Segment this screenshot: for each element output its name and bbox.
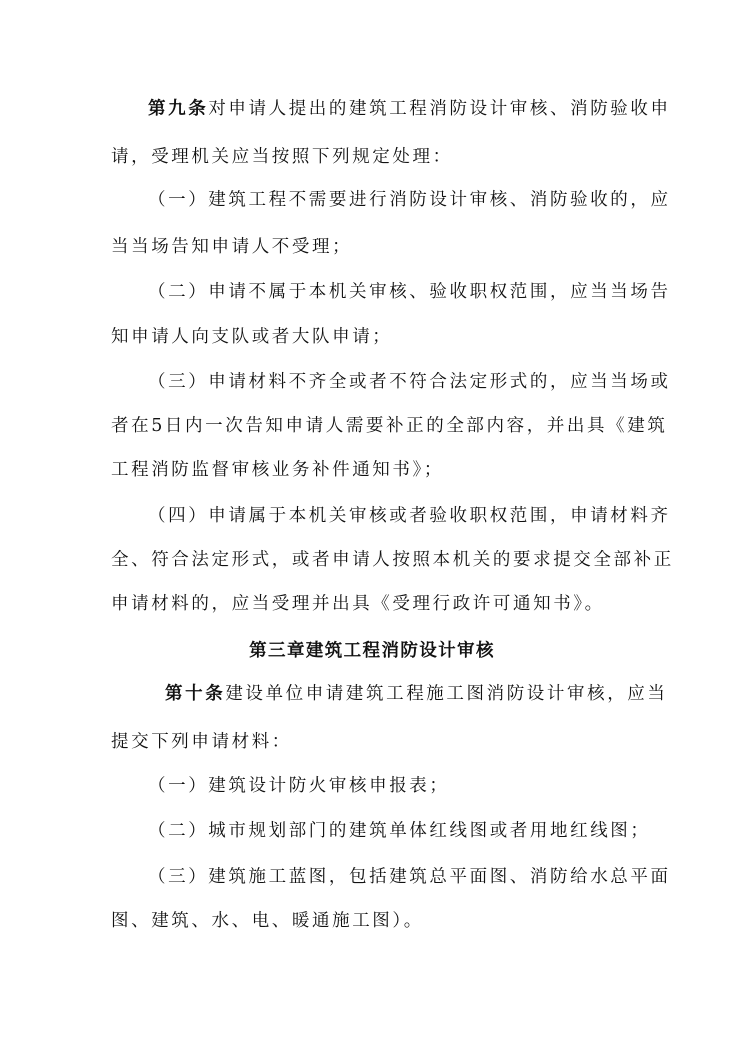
article-10-first-line [165,682,668,706]
article-9-label: 第九条 [148,99,209,119]
chapter-3-title: 第三章建筑工程消防设计审核 [249,641,495,661]
item-9-1-line-1: （一）建筑工程不需要进行消防设计审核、消防验收的，应 [148,190,671,210]
item-10-3-line-1: （三）建筑施工蓝图，包括建筑总平面图、消防给水总平面 [148,867,671,887]
item-9-3-line-3: 工程消防监督审核业务补件通知书》； [111,460,444,480]
item-9-3-line-2: 者在5日内一次告知申请人需要补正的全部内容，并出具《建筑 [111,416,668,436]
article-10-label: 第十条 [165,684,226,704]
item-9-4-line-3: 申请材料的，应当受理并出具《受理行政许可通知书》。 [111,594,605,614]
item-9-2-line-1: （二）申请不属于本机关审核、验收职权范围，应当当场告 [148,282,671,302]
item-9-3-line-1: （三）申请材料不齐全或者不符合法定形式的，应当当场或 [148,372,671,392]
item-10-3-line-2: 图、建筑、水、电、暖通施工图）。 [111,911,424,931]
article-9-text-line-1: 对申请人提出的建筑工程消防设计审核、消防验收申 [208,99,671,119]
article-9-first-line [148,97,671,121]
article-10-text-line-1: 建设单位申请建筑工程施工图消防设计审核，应当 [225,684,668,704]
article-10-text-line-2: 提交下列申请材料： [111,732,292,752]
item-9-1-line-2: 当当场告知申请人不受理； [111,237,353,257]
article-9-text-line-2: 请，受理机关应当按照下列规定处理： [111,147,453,167]
item-9-4-line-1: （四）申请属于本机关审核或者验收职权范围，申请材料齐 [148,506,671,526]
item-10-2-line-1: （二）城市规划部门的建筑单体红线图或者用地红线图； [148,821,651,841]
item-10-1-line-1: （一）建筑设计防火审核申报表； [148,776,450,796]
item-9-4-line-2: 全、符合法定形式，或者申请人按照本机关的要求提交全部补正 [111,550,674,570]
item-9-2-line-2: 知申请人向支队或者大队申请； [111,327,393,347]
